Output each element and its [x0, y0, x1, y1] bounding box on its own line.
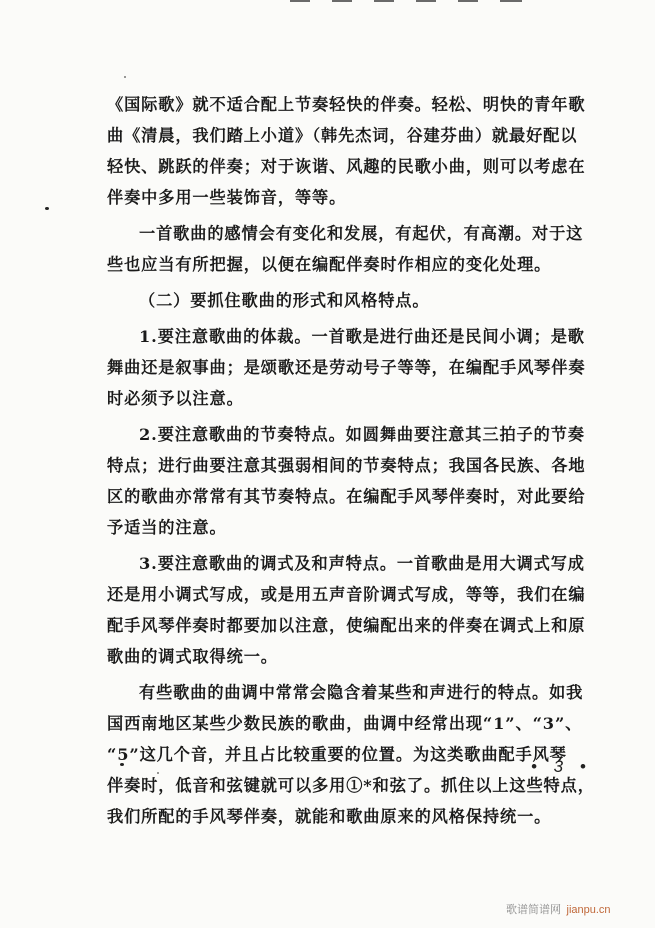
text-line: 1.要注意歌曲的体裁。一首歌是进行曲还是民间小调；是歌	[139, 327, 585, 346]
text-line: 伴奏时，低音和弦键就可以多用①*和弦了。抓住以上这些特点，	[107, 776, 595, 795]
section-heading: （二）要抓住歌曲的形式和风格特点。	[139, 291, 430, 310]
text-line: 轻快、跳跃的伴奏；对于诙谐、风趣的民歌小曲，则可以考虑在	[107, 157, 586, 176]
text-line: 些也应当有所把握，以便在编配伴奏时作相应的变化处理。	[107, 255, 552, 274]
scan-mark	[332, 0, 352, 2]
text-line: 3.要注意歌曲的调式及和声特点。一首歌曲是用大调式写成	[139, 554, 585, 573]
text-line: 一首歌曲的感情会有变化和发展，有起伏，有高潮。对于这	[139, 224, 584, 243]
scan-edge-marks	[290, 0, 655, 6]
text-line: 配手风琴伴奏时都要加以注意，使编配出来的伴奏在调式上和原	[107, 616, 586, 635]
watermark-domain: jianpu.cn	[566, 904, 611, 916]
text-line: 我们所配的手风琴伴奏，就能和歌曲原来的风格保持统一。	[107, 807, 552, 826]
text-line: 特点；进行曲要注意其强弱相间的节奏特点；我国各民族、各地	[107, 456, 586, 475]
text-line: 舞曲还是叙事曲；是颂歌还是劳动号子等等，在编配手风琴伴奏	[107, 358, 586, 377]
scan-mark	[290, 0, 310, 2]
text-line: 国西南地区某些少数民族的歌曲，曲调中经常出现“1”、“3”、	[107, 714, 583, 733]
scan-mark	[416, 0, 436, 2]
text-line: 区的歌曲亦常常有其节奏特点。在编配手风琴伴奏时，对此要给	[107, 487, 586, 506]
scan-mark	[458, 0, 478, 2]
scan-speck	[124, 76, 126, 78]
text-line: 2.要注意歌曲的节奏特点。如圆舞曲要注意其三拍子的节奏	[139, 425, 585, 444]
text-line: “5”这几个音，并且占比较重要的位置。为这类歌曲配手风琴	[107, 745, 567, 764]
watermark	[506, 901, 611, 917]
text-line: 歌曲的调式取得统一。	[107, 647, 278, 666]
text-line: 还是用小调式写成，或是用五声音阶调式写成，等等，我们在编	[107, 585, 586, 604]
scan-speck	[45, 207, 49, 210]
text-line: 伴奏中多用一些装饰音，等等。	[107, 188, 347, 207]
text-line: 曲《清晨，我们踏上小道》（韩先杰词，谷建芬曲）就最好配以	[107, 126, 578, 145]
watermark-site-name: 歌谱简谱网	[506, 903, 561, 916]
text-line: 予适当的注意。	[107, 518, 227, 537]
page-number: • 3 •	[531, 757, 592, 776]
scan-mark	[374, 0, 394, 2]
document-body	[107, 89, 595, 832]
text-line: 有些歌曲的曲调中常常会隐含着某些和声进行的特点。如我	[139, 683, 584, 702]
text-line: 《国际歌》就不适合配上节奏轻快的伴奏。轻松、明快的青年歌	[107, 95, 586, 114]
scan-mark	[500, 0, 522, 2]
text-line: 时必须予以注意。	[107, 389, 244, 408]
